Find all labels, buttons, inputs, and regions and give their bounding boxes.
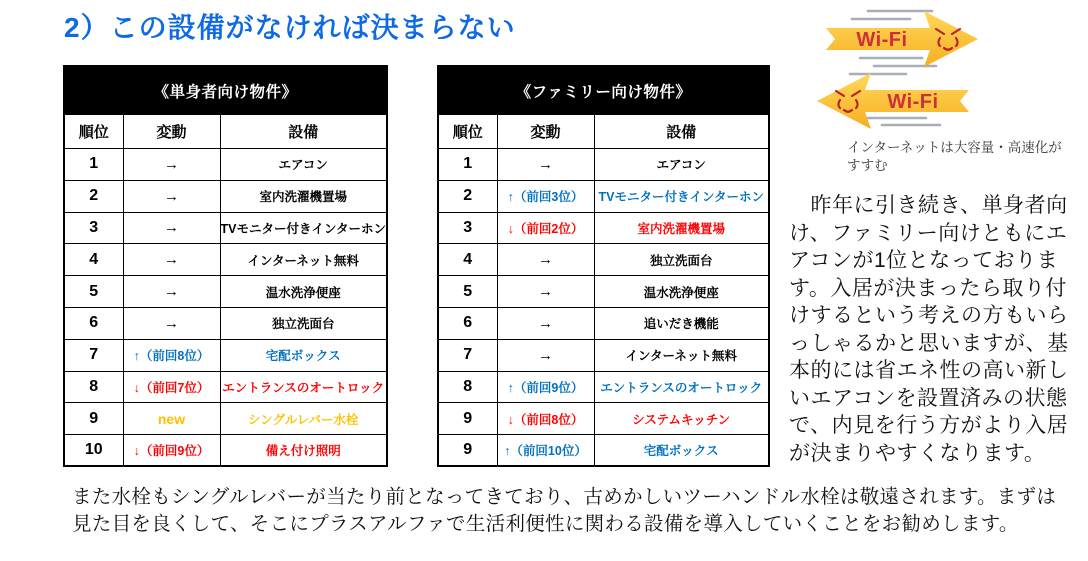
rank-cell: 4 (438, 244, 497, 276)
equipment-cell: TVモニター付きインターホン (220, 212, 387, 244)
column-header: 設備 (220, 115, 387, 149)
wifi-arrows-illustration (810, 2, 985, 130)
table-row (64, 403, 387, 435)
rank-cell: 5 (64, 276, 123, 308)
rank-cell: 6 (64, 307, 123, 339)
equipment-cell: シングルレバー水栓 (220, 403, 387, 435)
equipment-cell: 独立洗面台 (220, 307, 387, 339)
equipment-cell: エアコン (594, 149, 769, 181)
change-cell: ↑（前回3位） (497, 180, 594, 212)
column-header-row (438, 115, 769, 149)
column-header: 変動 (497, 115, 594, 149)
table-row (64, 149, 387, 181)
rank-cell: 10 (64, 435, 123, 467)
table-row (438, 276, 769, 308)
rank-cell: 9 (64, 403, 123, 435)
table-row (438, 244, 769, 276)
table-row (64, 276, 387, 308)
rank-cell: 1 (64, 149, 123, 181)
change-cell: → (123, 307, 220, 339)
rank-cell: 6 (438, 307, 497, 339)
column-header: 順位 (438, 115, 497, 149)
change-cell: ↑（前回8位） (123, 339, 220, 371)
rank-cell: 7 (438, 339, 497, 371)
equipment-cell: 追いだき機能 (594, 307, 769, 339)
equipment-cell: エアコン (220, 149, 387, 181)
equipment-cell: 室内洗濯機置場 (220, 180, 387, 212)
change-cell: ↓（前回2位） (497, 212, 594, 244)
equipment-cell: 室内洗濯機置場 (594, 212, 769, 244)
equipment-cell: TVモニター付きインターホン (594, 180, 769, 212)
equipment-cell: インターネット無料 (594, 339, 769, 371)
rank-cell: 7 (64, 339, 123, 371)
column-header: 変動 (123, 115, 220, 149)
wifi-label-bottom: Wi-Fi (887, 91, 939, 113)
table-row (438, 403, 769, 435)
rank-cell: 8 (438, 371, 497, 403)
table-row (438, 212, 769, 244)
rank-cell: 3 (438, 212, 497, 244)
rank-cell: 2 (438, 180, 497, 212)
equipment-cell: 備え付け照明 (220, 435, 387, 467)
table-row (64, 339, 387, 371)
change-cell: → (123, 149, 220, 181)
equipment-cell: エントランスのオートロック (220, 371, 387, 403)
table-row (64, 244, 387, 276)
change-cell: new (123, 403, 220, 435)
wifi-label-top: Wi-Fi (856, 29, 908, 51)
table-row (64, 212, 387, 244)
change-cell: → (497, 307, 594, 339)
table-row (64, 371, 387, 403)
change-cell: → (497, 244, 594, 276)
equipment-cell: システムキッチン (594, 403, 769, 435)
change-cell: ↑（前回10位） (497, 435, 594, 467)
column-header: 設備 (594, 115, 769, 149)
equipment-cell: 独立洗面台 (594, 244, 769, 276)
equipment-cell: インターネット無料 (220, 244, 387, 276)
table-row (64, 307, 387, 339)
equipment-cell: 温水洗浄便座 (220, 276, 387, 308)
table-title: 《ファミリー向け物件》 (438, 66, 769, 115)
equipment-cell: 宅配ボックス (594, 435, 769, 467)
rank-cell: 5 (438, 276, 497, 308)
rank-cell: 4 (64, 244, 123, 276)
single-person-ranking-table (63, 65, 388, 467)
table-title: 《単身者向け物件》 (64, 66, 387, 115)
change-cell: → (123, 212, 220, 244)
table-row (438, 307, 769, 339)
rank-cell: 9 (438, 403, 497, 435)
rank-cell: 8 (64, 371, 123, 403)
change-cell: ↓（前回9位） (123, 435, 220, 467)
table-row (64, 435, 387, 467)
table-row (438, 339, 769, 371)
change-cell: → (497, 339, 594, 371)
rank-cell: 1 (438, 149, 497, 181)
change-cell: ↓（前回8位） (497, 403, 594, 435)
table-row (64, 180, 387, 212)
change-cell: ↓（前回7位） (123, 371, 220, 403)
change-cell: → (497, 276, 594, 308)
column-header-row (64, 115, 387, 149)
change-cell: ↑（前回9位） (497, 371, 594, 403)
equipment-cell: エントランスのオートロック (594, 371, 769, 403)
commentary-paragraph: 昨年に引き続き、単身者向け、ファミリー向けともにエアコンが1位となっております。入居が決まったら取り付けするという考えの方もいらっしゃるかと思いますが、基本的には省エネ性の高い新しいエアコンを設置済みの状態で、内見を行う方がより入居が決まりやすくなります。 (789, 194, 1069, 465)
rank-cell: 3 (64, 212, 123, 244)
family-ranking-table (437, 65, 770, 467)
equipment-cell: 宅配ボックス (220, 339, 387, 371)
table-row (438, 149, 769, 181)
equipment-cell: 温水洗浄便座 (594, 276, 769, 308)
change-cell: → (123, 276, 220, 308)
table-row (438, 371, 769, 403)
wifi-caption: インターネットは大容量・高速化がすすむ (847, 140, 1062, 173)
table-row (438, 180, 769, 212)
column-header: 順位 (64, 115, 123, 149)
page-title: 2）この設備がなければ決まらない (64, 12, 516, 43)
change-cell: → (123, 244, 220, 276)
table-header-row (438, 66, 769, 115)
table-header-row (64, 66, 387, 115)
rank-cell: 2 (64, 180, 123, 212)
change-cell: → (123, 180, 220, 212)
footer-paragraph: また水栓もシングルレバーが当たり前となってきており、古めかしいツーハンドル水栓は敬遠されます。まずは見た目を良くして、そこにプラスアルファで生活利便性に関わる設備を導入していくことをお勧めします。 (72, 486, 1057, 535)
rank-cell: 9 (438, 435, 497, 467)
change-cell: → (497, 149, 594, 181)
table-row (438, 435, 769, 467)
